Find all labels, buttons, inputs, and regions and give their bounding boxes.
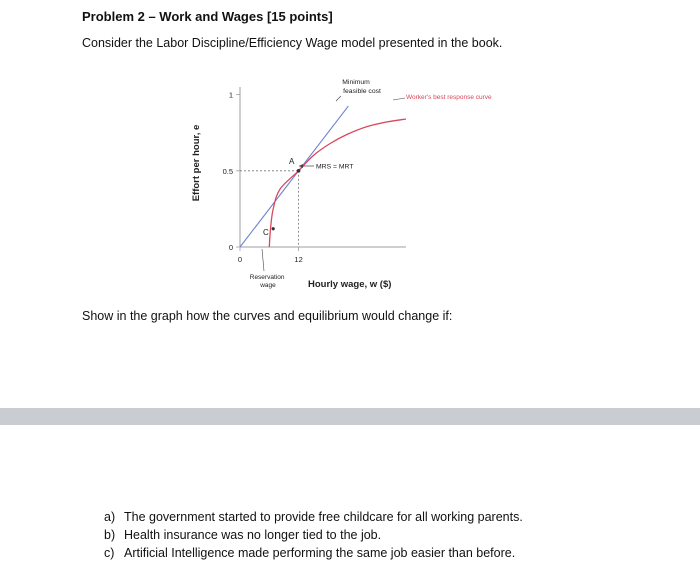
minimum-feasible-cost-line	[240, 106, 348, 247]
item-text: Health insurance was no longer tied to the job.	[124, 528, 382, 542]
reservation-wage-leader	[262, 249, 264, 271]
item-marker: b)	[104, 528, 116, 542]
mrs-mrt-label: MRS = MRT	[316, 163, 354, 171]
y-axis-label: Effort per hour, e	[191, 124, 202, 202]
point-c-marker	[272, 227, 275, 230]
y-tick-label: 0	[228, 243, 233, 252]
y-tick-label: 1	[228, 90, 233, 100]
question-list	[104, 508, 523, 562]
x-axis-label: Hourly wage, w ($)	[308, 279, 392, 290]
list-item	[104, 544, 523, 562]
point-a-label: A	[289, 157, 295, 166]
item-text: Artificial Intelligence made performing the same job easier than before.	[124, 546, 516, 560]
problem-intro: Consider the Labor Discipline/Efficiency Wage model presented in the book.	[82, 36, 503, 50]
reservation-wage-label: Reservation wage	[249, 274, 285, 289]
y-ticks	[223, 91, 240, 252]
minimum-feasible-cost-label: Minimum feasible cost	[342, 79, 381, 95]
question-prompt: Show in the graph how the curves and equilibrium would change if:	[82, 309, 453, 323]
item-marker: a)	[104, 510, 116, 524]
x-tick-label: 0	[237, 255, 243, 264]
x-ticks	[238, 247, 303, 264]
list-item	[104, 526, 523, 544]
list-item	[104, 508, 523, 526]
y-tick-label: 0.5	[222, 166, 233, 176]
item-text: The government started to provide free childcare for all working parents.	[124, 510, 523, 524]
point-c-label: C	[263, 228, 269, 237]
page-divider	[0, 408, 700, 425]
point-a-marker	[297, 169, 301, 173]
item-marker: c)	[104, 546, 115, 560]
best-response-label-leader	[393, 98, 405, 100]
problem-title: Problem 2 – Work and Wages [15 points]	[82, 9, 333, 24]
best-response-label: Worker's best response curve	[406, 94, 492, 101]
x-tick-label: 12	[294, 255, 303, 264]
cost-label-leader	[336, 96, 341, 101]
